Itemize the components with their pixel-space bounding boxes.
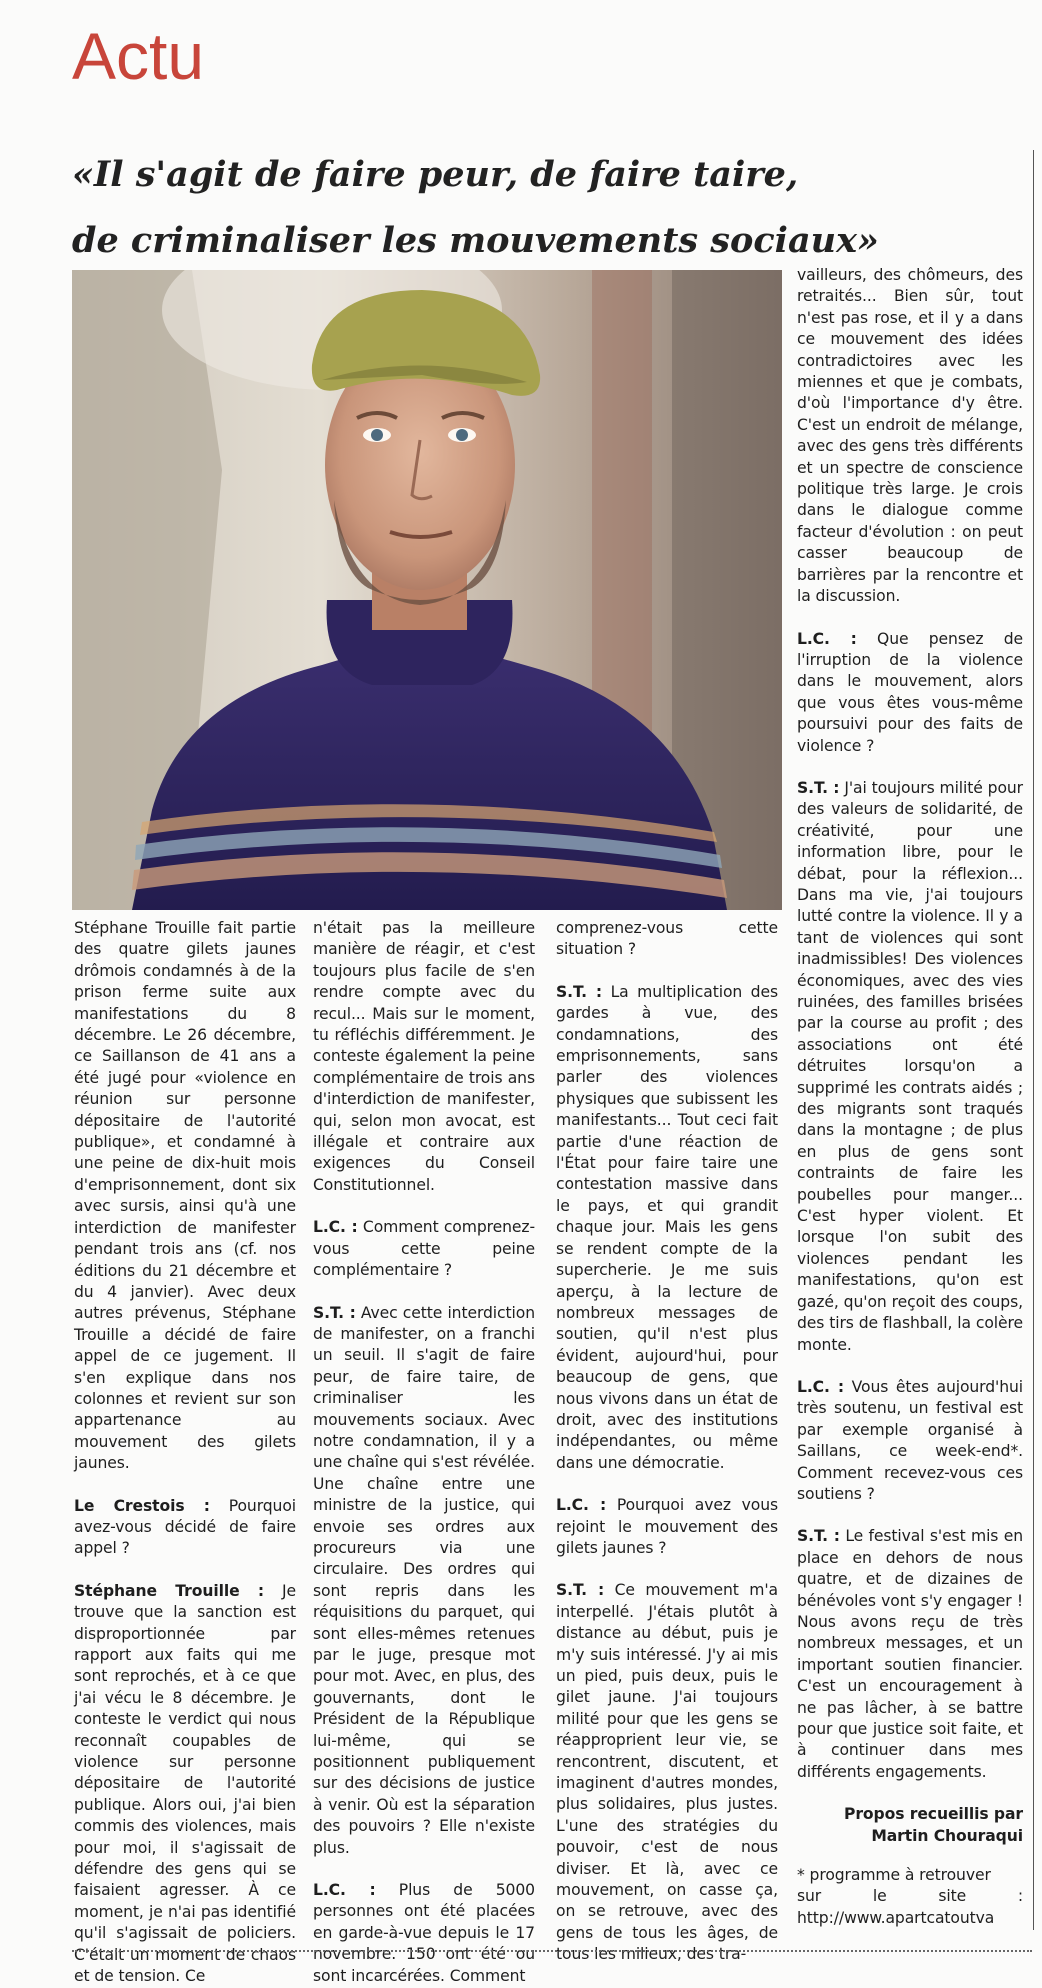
speaker-label: S.T. :	[313, 1303, 356, 1322]
answer-paragraph: vailleurs, des chômeurs, des retraités... Bien sûr, tout n'est pas rose, et il y a dans ce mouvement des idées contradictoires avec les miennes et que je combats, d'où l'importance d'y être. C'est un endroit de mélange, avec des gens très différents et un spectre de conscience politique très large. Je crois dans le dialogue comme facteur d'évolution : on peut casser beaucoup de barrières par la rencontre et la discussion.	[797, 266, 1023, 606]
paragraph-text: Plus de 5000 personnes ont été placées en garde-à-vue depuis le 17 novembre. 150 ont été ou sont incarcérées. Comment	[313, 1881, 536, 1985]
speaker-label: L.C. :	[556, 1496, 607, 1515]
article-column-1	[74, 918, 296, 1988]
question-paragraph	[556, 1495, 778, 1559]
answer-paragraph	[313, 1303, 535, 1860]
paragraph-text: La multiplication des gardes à vue, des condamnations, des emprisonnements, sans parler des violences physiques que subissent les manifestants... Tout ceci fait partie d'une réaction de l'État pour faire taire une contestation massive dans le pays, et qui grandit chaque jour. Mais les gens se rendent compte de la supercherie. Je me suis aperçu, à la lecture de nombreux messages de soutien, qu'il n'est plus évident, aujourd'hui, pour beaucoup de gens, que nous vivons dans un état de droit, avec des institutions indépendantes, ou même dans une démocratie.	[556, 982, 778, 1472]
speaker-label: L.C. :	[797, 629, 857, 648]
speaker-label: L.C. :	[313, 1881, 376, 1900]
portrait-photo	[72, 270, 782, 910]
question-paragraph	[313, 1880, 535, 1987]
paragraph-text: Je trouve que la sanction est disproportionnée par rapport aux faits qui me sont reprochés, et à ce que j'ai vécu le 8 décembre. Je conteste le verdict qui nous reconnaît coupables de violence sur personne dépositaire de l'autorité publique. Alors oui, j'ai bien commis des violences, mais pour moi, il s'agissait de défendre des gens qui se faisaient agresser. À ce moment, je n'ai pas identifié qu'il s'agissait de policiers. C'était un moment de chaos et de tension. Ce	[74, 1581, 296, 1986]
paragraph-text: Comment comprenez-vous cette peine complémentaire ?	[313, 1218, 535, 1280]
speaker-label: L.C. :	[797, 1377, 845, 1396]
question-paragraph	[74, 1496, 296, 1560]
paragraph-text: Pourquoi avez-vous décidé de faire appel ?	[74, 1496, 296, 1558]
footnote	[797, 1865, 1023, 1929]
paragraph-text: Pourquoi avez vous rejoint le mouvement des gilets jaunes ?	[556, 1496, 779, 1557]
answer-paragraph	[556, 982, 778, 1474]
speaker-label: S.T. :	[797, 778, 840, 797]
speaker-label: Le Crestois :	[74, 1496, 210, 1515]
byline	[797, 1804, 1023, 1847]
question-paragraph	[313, 1217, 535, 1281]
answer-paragraph	[74, 1581, 296, 1988]
headline	[72, 142, 952, 274]
speaker-label: L.C. :	[313, 1218, 358, 1237]
footnote-line-1: * programme à retrouver	[797, 1866, 991, 1885]
bottom-dotted-rule	[72, 1950, 1032, 1952]
question-paragraph: comprenez-vous cette situation ?	[556, 919, 778, 959]
intro-paragraph: Stéphane Trouille fait partie des quatre gilets jaunes drômois condamnés à de la prison ferme suite aux manifestations du 8 décembre. Le 26 décembre, ce Saillanson de 41 ans a été jugé pour «violence en réunion sur personne dépositaire de l'autorité publique», et condamné à une peine de dix-huit mois d'emprisonnement, dont six avec sursis, ainsi qu'à une interdiction de manifester pendant trois ans (cf. nos éditions du 21 décembre et du 4 janvier). Avec deux autres prévenus, Stéphane Trouille a décidé de faire appel de ce jugement. Il s'en explique dans nos colonnes et revient sur son appartenance au mouvement des gilets jaunes.	[74, 919, 296, 1473]
paragraph-text: J'ai toujours milité pour des valeurs de solidarité, de créativité, pour une information libre, pour le débat, pour la réflexion... Dans ma vie, j'ai toujours lutté contre la violence. Il y a tant de violences qui sont inadmissibles! Des violences économiques, avec des vies ruinées, des familles brisées par la course au profit ; des associations ont été détruites lorsqu'on a supprimé les contrats aidés ; des migrants sont traqués dans la montagne ; de plus en plus de gens sont contraints de faire les poubelles pour manger... C'est hyper violent. Et lorsque l'on subit des violences pendant les manifestations, qu'on est gazé, qu'on reçoit des coups, des tirs de flashball, la colère monte.	[797, 778, 1023, 1354]
footnote-line-2: sur le site :	[797, 1887, 1023, 1906]
speaker-label: S.T. :	[556, 1581, 605, 1600]
article-column-4	[797, 265, 1023, 1929]
answer-paragraph	[797, 778, 1023, 1356]
article-column-2	[313, 918, 535, 1987]
article-column-3	[556, 918, 778, 1966]
question-paragraph	[797, 629, 1023, 757]
column-rule	[1033, 150, 1034, 1930]
question-paragraph	[797, 1377, 1023, 1505]
paragraph-text: Ce mouvement m'a interpellé. J'étais plutôt à distance au début, puis je m'y suis intéressé. J'y ai mis un pied, puis deux, puis le gilet jaune. J'ai toujours milité pour que les gens se réapproprient leur vie, se rencontrent, discutent, et imaginent d'autres mondes, plus solidaires, plus justes. L'une des stratégies du pouvoir, c'est de nous diviser. Et là, avec ce mouvement, on casse ça, on se retrouve, avec des gens de tous les âges, de tous les milieux, des tra-	[556, 1581, 779, 1964]
byline-author: Martin Chouraqui	[871, 1826, 1023, 1845]
byline-line-1: Propos recueillis par	[844, 1805, 1023, 1824]
headline-line-1: «Il s'agit de faire peur, de faire taire,	[72, 154, 799, 195]
answer-paragraph: n'était pas la meilleure manière de réagir, et c'est toujours plus facile de s'en rendre compte avec du recul... Mais sur le moment, tu réfléchis différemment. Je conteste également la peine complémentaire de trois ans d'interdiction de manifester, qui, selon mon avocat, est illégale et contraire aux exigences du Conseil Constitutionnel.	[313, 919, 535, 1194]
answer-paragraph	[556, 1580, 778, 1965]
paragraph-text: Le festival s'est mis en place en dehors de nous quatre, et de dizaines de bénévoles vont s'y engager ! Nous avons reçu de très nombreux messages, et un important soutien financier. C'est un encouragement à ne pas lâcher, à se battre pour que justice soit faite, et à continuer dans mes différents engagements.	[797, 1527, 1023, 1781]
speaker-label: S.T. :	[556, 982, 603, 1001]
section-label: Actu	[72, 19, 205, 93]
footnote-url: http://www.apartcatoutva	[797, 1908, 995, 1927]
headline-line-2: de criminaliser les mouvements sociaux»	[72, 220, 879, 261]
paragraph-text: Avec cette interdiction de manifester, on a franchi un seuil. Il s'agit de faire peur, de faire taire, de criminaliser les mouvements sociaux. Avec notre condamnation, il y a une chaîne qui s'est révélée. Une chaîne entre une ministre de la justice, qui envoie ses ordres aux procureurs via une circulaire. Des ordres qui sont repris dans les réquisitions du parquet, qui sont elles-mêmes retenues par le juge, presque mot pour mot. Avec, en plus, des gouvernants, dont le Président de la République lui-même, qui se positionnent publiquement sur des décisions de justice à venir. Où est la séparation des pouvoirs ? Elle n'existe plus.	[313, 1303, 535, 1857]
paragraph-text: Vous êtes aujourd'hui très soutenu, un festival est par exemple organisé à Saillans, ce week-end*. Comment recevez-vous ces soutiens ?	[797, 1377, 1024, 1503]
speaker-label: Stéphane Trouille :	[74, 1581, 265, 1600]
paragraph-text: Que pensez de l'irruption de la violence dans le mouvement, alors que vous êtes vous-même poursuivi pour des faits de violence ?	[797, 629, 1024, 755]
speaker-label: S.T. :	[797, 1527, 840, 1546]
answer-paragraph	[797, 1526, 1023, 1783]
